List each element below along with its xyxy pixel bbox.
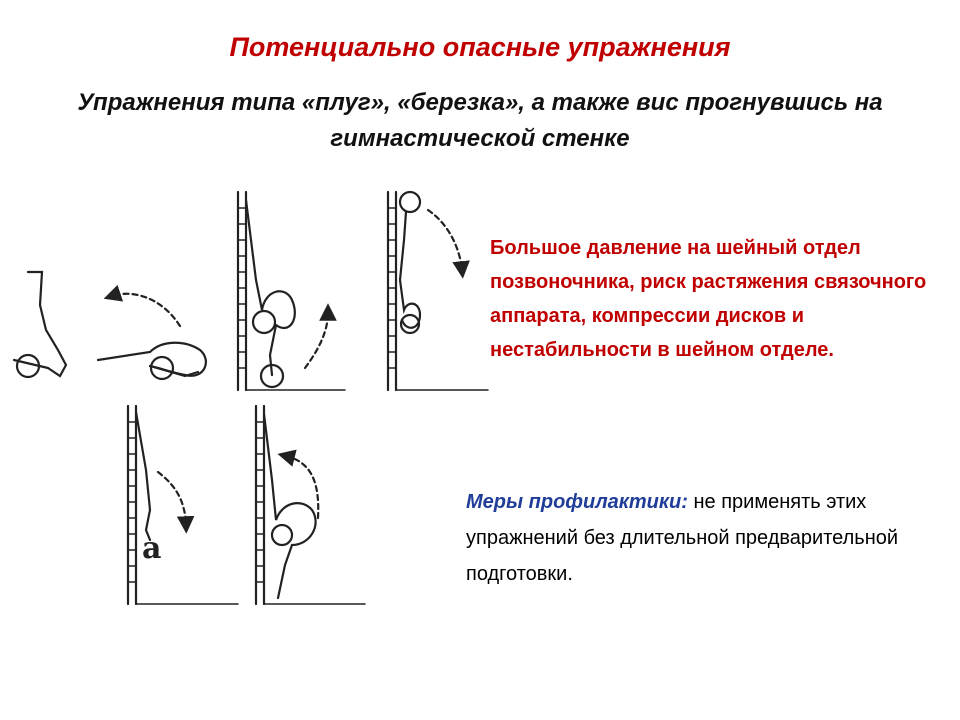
slide-subtitle: Упражнения типа «плуг», «березка», а также вис прогнувшись на гимнастической стенке <box>77 89 883 152</box>
figure-label-a: а <box>142 531 162 566</box>
wall-bars-hang-figure-4 <box>256 406 365 604</box>
risk-description: Большое давление на шейный отдел позвоночника, риск растяжения связочного аппарата, компрессии дисков и нестабильности в шейном отделе. <box>490 237 927 361</box>
prevention-label: Меры профилактики: <box>466 491 688 513</box>
wall-bars-hang-figure-2 <box>388 192 488 390</box>
prevention-paragraph <box>466 484 906 592</box>
prevention-text: не применять этих упражнений без длительной предварительной подготовки. <box>466 491 899 585</box>
exercise-illustrations <box>0 180 490 620</box>
wall-bars-hang-figure-3 <box>128 406 238 604</box>
slide-title: Потенциально опасные упражнения <box>229 32 731 62</box>
wall-bars-hang-figure-1 <box>238 192 345 390</box>
plough-exercise-figure <box>14 272 206 379</box>
